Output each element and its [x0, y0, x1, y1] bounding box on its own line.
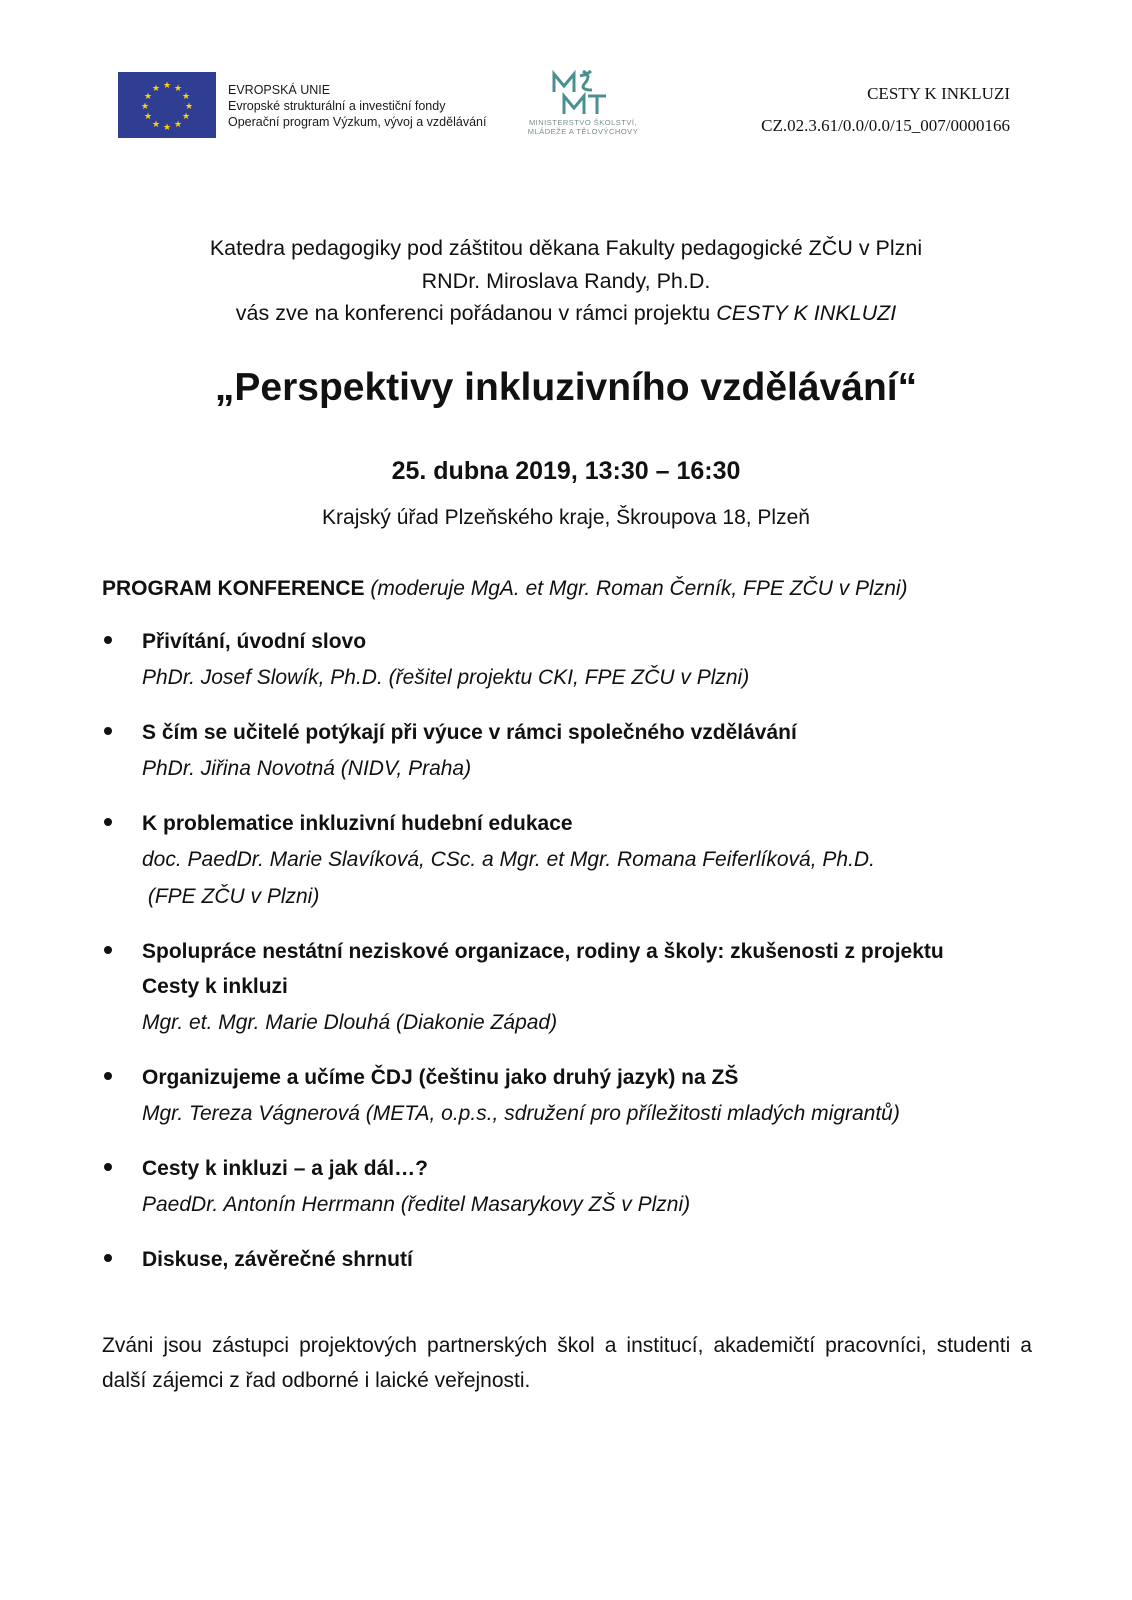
list-item	[102, 715, 1042, 787]
item-speaker: PhDr. Josef Slowík, Ph.D. (řešitel projektu CKI, FPE ZČU v Plzni)	[142, 666, 750, 689]
svg-text:★: ★	[181, 112, 191, 122]
page-header	[0, 0, 1132, 160]
bullet-icon	[104, 727, 112, 735]
intro-block	[0, 232, 1132, 330]
item-title: Přivítání, úvodní slovo	[142, 630, 367, 653]
project-name: CESTY K INKLUZI	[867, 84, 1010, 103]
item-title: S čím se učitelé potýkají při výuce v rámci společného vzdělávání	[142, 721, 797, 744]
list-item	[102, 1242, 1042, 1277]
item-title: Diskuse, závěrečné shrnutí	[142, 1248, 413, 1271]
svg-text:★: ★	[162, 81, 172, 91]
item-title: Organizujeme a učíme ČDJ (češtinu jako druhý jazyk) na ZŠ	[142, 1066, 739, 1089]
list-item	[102, 624, 1042, 696]
project-code: CZ.02.3.61/0.0/0.0/15_007/0000166	[761, 116, 1010, 135]
svg-text:★: ★	[184, 102, 194, 112]
msmt-caption-line-2: MLÁDEŽE A TĚLOVÝCHOVY	[527, 127, 639, 136]
item-speaker-affiliation: (FPE ZČU v Plzni)	[142, 885, 320, 908]
item-speaker: Mgr. et. Mgr. Marie Dlouhá (Diakonie Západ)	[142, 1011, 558, 1034]
list-item	[102, 934, 1042, 1041]
eu-flag-icon	[118, 72, 216, 138]
program-moderator: (moderuje MgA. et Mgr. Roman Černík, FPE ZČU v Plzni)	[370, 577, 908, 600]
bullet-icon	[104, 1163, 112, 1171]
conference-venue: Krajský úřad Plzeňského kraje, Škroupova 18, Plzeň	[322, 506, 810, 529]
svg-text:★: ★	[143, 92, 153, 102]
msmt-caption-line-1: MINISTERSTVO ŠKOLSTVÍ,	[528, 118, 638, 127]
program-title: PROGRAM KONFERENCE	[102, 577, 365, 600]
svg-text:★: ★	[143, 112, 153, 122]
bullet-icon	[104, 636, 112, 644]
bullet-icon	[104, 1072, 112, 1080]
bullet-icon	[104, 1254, 112, 1262]
svg-text:★: ★	[151, 120, 161, 130]
eu-line-2: Evropské strukturální a investiční fondy	[228, 99, 446, 113]
program-heading	[102, 575, 908, 603]
item-title: Cesty k inkluzi – a jak dál…?	[142, 1157, 428, 1180]
item-speaker: Mgr. Tereza Vágnerová (META, o.p.s., sdružení pro příležitosti mladých migrantů)	[142, 1102, 900, 1125]
svg-text:★: ★	[181, 92, 191, 102]
item-title-continued: Cesty k inkluzi	[142, 975, 288, 998]
eu-line-1: EVROPSKÁ UNIE	[228, 83, 331, 97]
bullet-icon	[104, 818, 112, 826]
bullet-icon	[104, 946, 112, 954]
item-speaker: PhDr. Jiřina Novotná (NIDV, Praha)	[142, 757, 472, 780]
item-title: Spolupráce nestátní neziskové organizace, rodiny a školy: zkušenosti z projektu	[142, 940, 944, 963]
msmt-logo-icon	[550, 70, 610, 118]
intro-line-1: Katedra pedagogiky pod záštitou děkana Fakulty pedagogické ZČU v Plzni	[209, 236, 923, 260]
svg-text:★: ★	[162, 123, 172, 133]
item-speaker: doc. PaedDr. Marie Slavíková, CSc. a Mgr. et Mgr. Romana Feiferlíková, Ph.D.	[142, 848, 875, 871]
svg-text:★: ★	[173, 120, 183, 130]
project-info	[761, 78, 1010, 142]
msmt-logo	[518, 70, 648, 136]
list-item	[102, 1060, 1042, 1132]
item-title: K problematice inkluzivní hudební edukace	[142, 812, 573, 835]
conference-title: „Perspektivy inkluzivního vzdělávání“	[214, 366, 918, 409]
intro-line-2: RNDr. Miroslava Randy, Ph.D.	[421, 268, 711, 293]
eu-logo-text	[228, 82, 486, 130]
list-item	[102, 806, 1042, 915]
svg-text:★: ★	[173, 84, 183, 94]
msmt-caption	[518, 118, 648, 136]
item-speaker: PaedDr. Antonín Herrmann (ředitel Masarykovy ZŠ v Plzni)	[142, 1193, 691, 1216]
list-item	[102, 1151, 1042, 1223]
invitation-footer: Zváni jsou zástupci projektových partnerských škol a institucí, akademičtí pracovníci, studenti a další zájemci z řad odborné i laické veřejnosti.	[102, 1334, 1032, 1392]
svg-text:★: ★	[140, 102, 150, 112]
intro-line-3	[0, 297, 1132, 330]
eu-line-3: Operační program Výzkum, vývoj a vzdělávání	[228, 115, 487, 129]
program-list	[102, 624, 1042, 1296]
conference-date: 25. dubna 2019, 13:30 – 16:30	[391, 457, 741, 485]
svg-text:★: ★	[151, 84, 161, 94]
intro-line-3-text: vás zve na konferenci pořádanou v rámci projektu	[235, 301, 717, 325]
intro-project-name: CESTY K INKLUZI	[716, 301, 897, 325]
